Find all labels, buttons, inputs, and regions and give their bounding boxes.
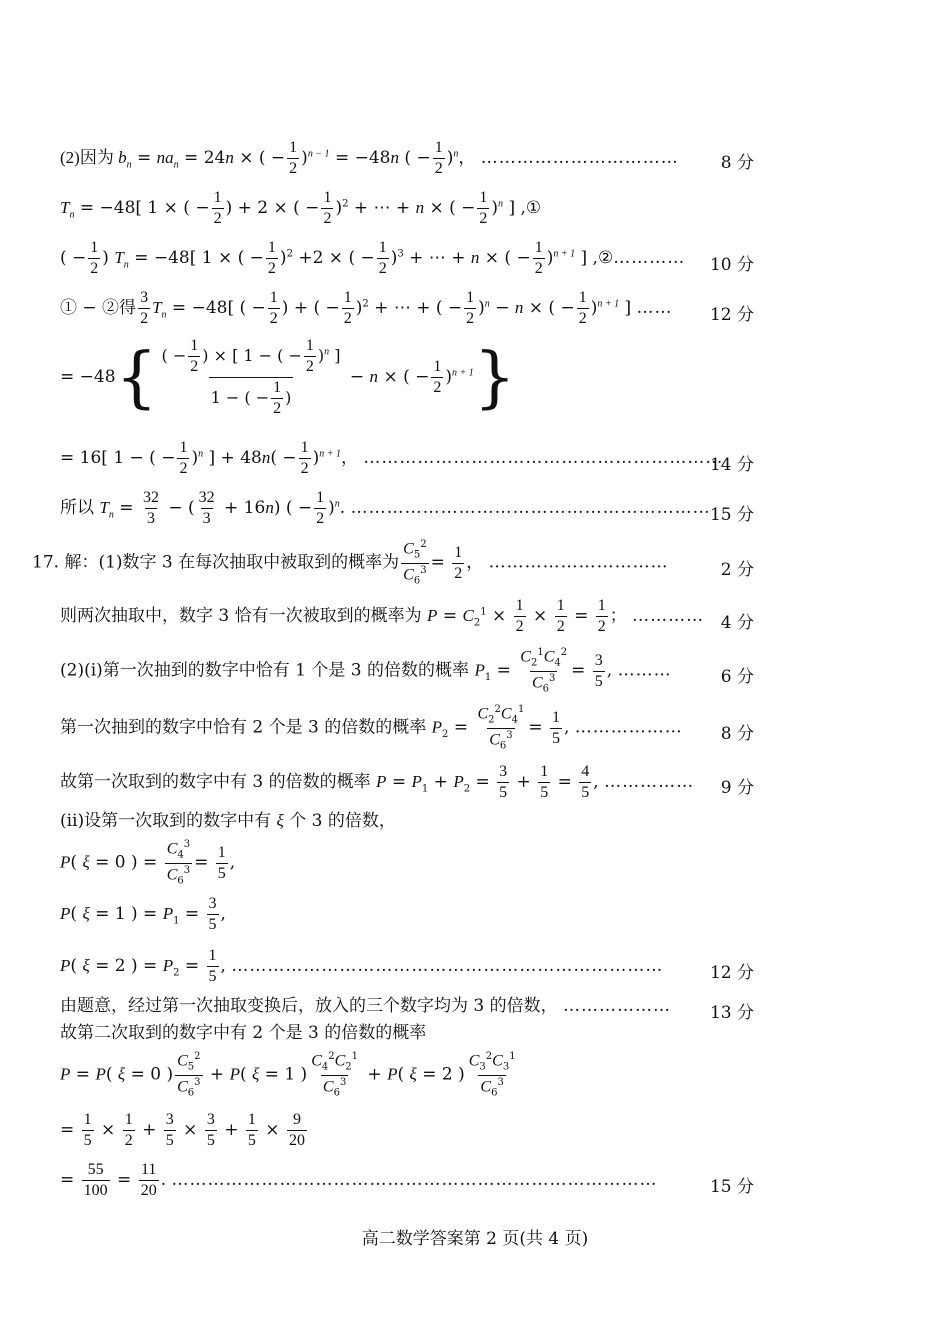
- p1-line: P( ξ = 1 ) = $P_1$ = $\frac{3}{5}$ ,: [60, 895, 226, 933]
- score-8b: 8 分: [720, 724, 754, 744]
- diff-line: ① − ②得 $\frac{3}{2}$ $T_n = -48$[ ( − $\frac{1}{2}$ ) + ( − $\frac{1}{2}$ )$^2$ + ⋯ + ( − $\frac{1}{2}$ )$^n$ − n × ( − $\frac{1}{2}$ )$^{n + 1}$ ] ……: [60, 289, 673, 327]
- page-footer: 高二数学答案第 2 页(共 4 页): [361, 1229, 589, 1249]
- score-14: 14 分: [709, 455, 754, 475]
- score-8a: 8 分: [720, 153, 754, 173]
- calc-line: = $\frac{1}{5}$ × $\frac{1}{2}$ + $\frac{3}{5}$ × $\frac{3}{5}$ + $\frac{1}{5}$ × $\frac{9}{20}$: [60, 1111, 305, 1149]
- p2-line: P( ξ = 2 ) = $P_2$ = $\frac{1}{5}$ , ………………………………………………………………: [60, 947, 664, 985]
- q17-line: 17. 解：(1)数字 3 在每次抽取中被取到的概率为 $\frac{C_5^2}{C_6^3}$ = $\frac{1}{2}$ ， …………………………: [32, 539, 669, 587]
- final-line: = $\frac{55}{100}$ = $\frac{11}{20}$ . ………………………………………………………………………: [60, 1161, 658, 1199]
- note-line: 由题意，经过第一次抽取变换后，放入的三个数字均为 3 的倍数， ………………: [60, 996, 672, 1016]
- result-line: 所以 $T_n$ = $\frac{32}{3}$ − ( $\frac{32}{3}$ + 16n) ( − $\frac{1}{2}$ )$^n$. ……………………………………………………: [60, 489, 711, 527]
- q17-p2-line: 第一次抽到的数字中恰有 2 个是 3 的倍数的概率 $P_2$ = $\frac{C_2^2C_4^1}{C_6^3}$ = $\frac{1}{5}$ , ………………: [60, 704, 683, 752]
- q17-p-line: 故第一次取到的数字中有 3 的倍数的概率 $P = P_1 + P_2$ = $\frac{3}{5}$ + $\frac{1}{5}$ = $\frac{4}{5}$ , ……………: [60, 763, 695, 801]
- score-2: 2 分: [720, 560, 754, 580]
- score-13: 13 分: [709, 1003, 754, 1023]
- score-10: 10 分: [709, 255, 754, 275]
- score-12b: 12 分: [709, 963, 754, 983]
- q17-line2: 则两次抽取中，数字 3 恰有一次被取到的概率为 $P = C_2^1$ × $\frac{1}{2}$ × $\frac{1}{2}$ = $\frac{1}{2}$ ； …………: [60, 597, 705, 635]
- score-15b: 15 分: [709, 1177, 754, 1197]
- score-4: 4 分: [720, 613, 754, 633]
- part2-header: (2)因为 $b_n = na_n = 24n$ × ( − $\frac{1}{2}$ )$^{n - 1}$ = −48n ( − $\frac{1}{2}$ )$^n$， ……………………………: [60, 139, 679, 177]
- score-9: 9 分: [720, 778, 754, 798]
- total-line: P = P( ξ = 0 ) $\frac{C_5^2}{C_6^3}$ + P( ξ = 1 ) $\frac{C_4^2C_2^1}{C_6^3}$ + P( ξ = 2 ) $\frac{C_3^2C_3^1}{C_6^3}$: [60, 1051, 516, 1099]
- q17-i-line: (2)(ⅰ)第一次抽到的数字中恰有 1 个是 3 的倍数的概率 $P_1$ = $\frac{C_2^1C_4^2}{C_6^3}$ = $\frac{3}{5}$ , ………: [60, 647, 672, 695]
- sum-line: = −48{ ( − $\frac{1}{2}$ ) × [ 1 − ( − $\frac{1}{2}$ )$^n$ ] 1 − ( − $\frac{1}{2}$ ) − n × ( − $\frac{1}{2}$ )$^{n + 1}$}: [60, 337, 516, 417]
- q17-ii-line: (ⅱ)设第一次取到的数字中有 ξ 个 3 的倍数，: [60, 811, 396, 831]
- half-tn-line: ( − $\frac{1}{2}$ ) $T_n = -48$[ 1 × ( − $\frac{1}{2}$ )$^2$ +2 × ( − $\frac{1}{2}$ )$^3$ + ⋯ + n × ( − $\frac{1}{2}$ )$^{n + 1}$ ] ,②…………: [60, 239, 686, 277]
- score-6: 6 分: [720, 667, 754, 687]
- tn-line: $T_n = -48$[ 1 × ( − $\frac{1}{2}$ ) + 2 × ( − $\frac{1}{2}$ )$^2$ + ⋯ + n × ( − $\frac{1}{2}$ )$^n$ ] ,①: [60, 189, 542, 227]
- note-line2: 故第二次取到的数字中有 2 个是 3 的倍数的概率: [60, 1023, 427, 1043]
- score-15a: 15 分: [709, 505, 754, 525]
- score-12a: 12 分: [709, 305, 754, 325]
- simplify-line: = 16[ 1 − ( − $\frac{1}{2}$ )$^n$ ] + 48n( − $\frac{1}{2}$ )$^{n + 1}$， ……………………………………………………: [60, 439, 724, 477]
- p0-line: P( ξ = 0 ) = $\frac{C_4^3}{C_6^3}$ = $\frac{1}{5}$ ,: [60, 839, 236, 887]
